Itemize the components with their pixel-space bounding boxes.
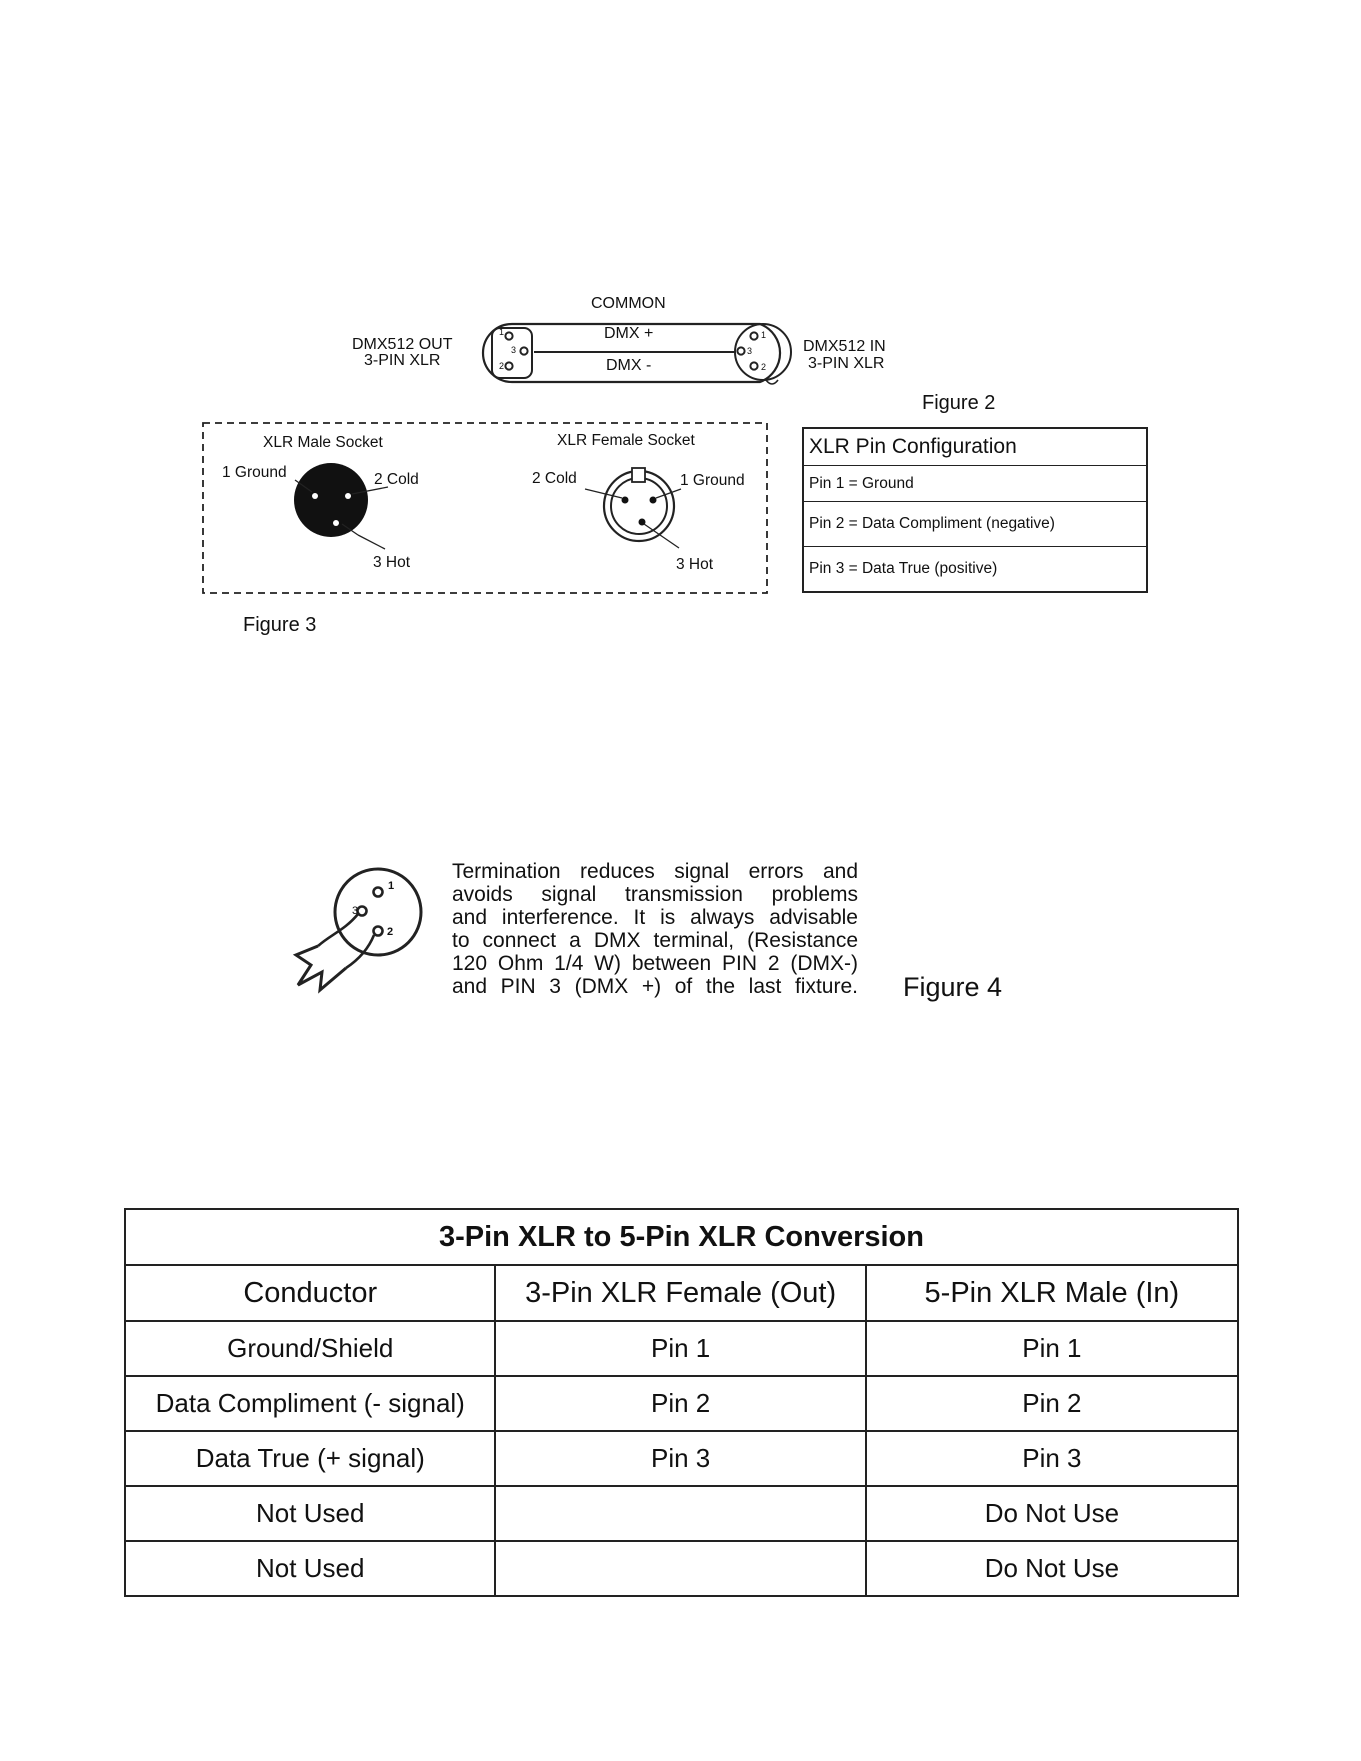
dmx-plus-label: DMX + — [604, 325, 654, 342]
conductor-cell: Ground/Shield — [125, 1321, 495, 1376]
terminator-pin-3 — [358, 907, 367, 916]
five-pin-cell: Do Not Use — [866, 1486, 1238, 1541]
in-pin-1 — [750, 332, 757, 339]
table-row — [125, 1431, 1238, 1486]
terminator-plug-icon — [335, 869, 421, 955]
five-pin-cell: Pin 3 — [866, 1431, 1238, 1486]
figure-2-caption: Figure 2 — [922, 392, 996, 414]
male-pin-3 — [333, 520, 339, 526]
out-pin-3 — [520, 347, 527, 354]
figure-4-caption: Figure 4 — [903, 972, 1003, 1002]
conductor-cell: Data Compliment (- signal) — [125, 1376, 495, 1431]
resistor-lead-1 — [318, 914, 358, 946]
in-pin-2 — [750, 362, 757, 369]
in-connector-key — [766, 380, 778, 384]
three-pin-cell — [495, 1541, 865, 1596]
table-row — [125, 1541, 1238, 1596]
pin-configuration-row: Pin 2 = Data Compliment (negative) — [804, 501, 1146, 546]
terminator-pin-3-number: 3 — [352, 905, 359, 917]
out-label-line-2: 3-PIN XLR — [364, 352, 441, 369]
column-header-5pin: 5-Pin XLR Male (In) — [866, 1265, 1238, 1321]
pin-configuration-title: XLR Pin Configuration — [809, 435, 1017, 458]
out-pin-1 — [505, 332, 512, 339]
table-row — [125, 1321, 1238, 1376]
termination-line: to connect a DMX terminal, (Resistance — [452, 929, 858, 952]
termination-line: and PIN 3 (DMX +) of the last fixture. — [452, 975, 858, 998]
terminator-pin-2 — [374, 927, 383, 936]
female-hot-pointer — [644, 524, 679, 548]
figure-3-caption: Figure 3 — [243, 614, 317, 636]
terminator-pin-1 — [374, 888, 383, 897]
three-pin-cell: Pin 3 — [495, 1431, 865, 1486]
pin-configuration-table — [802, 427, 1148, 593]
male-ground-label: 1 Ground — [222, 464, 287, 481]
male-socket-icon — [294, 463, 368, 537]
in-pin-1-number: 1 — [761, 330, 767, 340]
male-hot-pointer — [358, 535, 385, 549]
three-pin-cell: Pin 2 — [495, 1376, 865, 1431]
five-pin-cell: Pin 1 — [866, 1321, 1238, 1376]
male-pin-1 — [312, 493, 318, 499]
out-pin-1-number: 1 — [499, 327, 505, 337]
female-pin-1 — [650, 497, 657, 504]
conversion-table — [124, 1208, 1239, 1597]
in-pin-3 — [737, 347, 744, 354]
termination-line: 120 Ohm 1/4 W) between PIN 2 (DMX-) — [452, 952, 858, 975]
male-cold-label: 2 Cold — [374, 471, 419, 488]
termination-paragraph — [452, 860, 858, 998]
female-ground-label: 1 Ground — [680, 472, 745, 489]
conversion-table-title: 3-Pin XLR to 5-Pin XLR Conversion — [125, 1209, 1238, 1265]
male-hot-label: 3 Hot — [373, 554, 411, 571]
five-pin-cell: Pin 2 — [866, 1376, 1238, 1431]
ribbon-tail-icon — [296, 946, 346, 990]
out-pin-2-number: 2 — [499, 361, 505, 371]
table-row — [125, 1486, 1238, 1541]
pin-configuration-row: Pin 3 = Data True (positive) — [804, 546, 1146, 591]
female-cold-label: 2 Cold — [532, 470, 577, 487]
in-pin-2-number: 2 — [761, 362, 767, 372]
female-socket-title: XLR Female Socket — [557, 432, 695, 449]
conductor-cell: Not Used — [125, 1486, 495, 1541]
table-row — [125, 1376, 1238, 1431]
female-hot-label: 3 Hot — [676, 556, 714, 573]
male-socket-title: XLR Male Socket — [263, 434, 383, 451]
termination-line: avoids signal transmission problems — [452, 883, 858, 906]
column-header-conductor: Conductor — [125, 1265, 495, 1321]
terminator-pin-2-number: 2 — [387, 926, 394, 938]
dmx-minus-label: DMX - — [606, 357, 652, 374]
female-socket-inner — [611, 478, 667, 534]
out-pin-3-number: 3 — [511, 345, 517, 355]
in-pin-3-number: 3 — [747, 346, 753, 356]
pin-configuration-row: Pin 1 = Ground — [804, 465, 1146, 501]
three-pin-cell — [495, 1486, 865, 1541]
conductor-cell: Data True (+ signal) — [125, 1431, 495, 1486]
termination-line: Termination reduces signal errors and — [452, 860, 858, 883]
in-label-line-2: 3-PIN XLR — [808, 355, 885, 372]
five-pin-cell: Do Not Use — [866, 1541, 1238, 1596]
out-label-line-1: DMX512 OUT — [352, 336, 453, 353]
male-pin-2 — [345, 493, 351, 499]
three-pin-cell: Pin 1 — [495, 1321, 865, 1376]
column-header-3pin: 3-Pin XLR Female (Out) — [495, 1265, 865, 1321]
terminator-pin-1-number: 1 — [388, 880, 395, 892]
out-pin-2 — [505, 362, 512, 369]
common-label: COMMON — [591, 295, 666, 312]
termination-line: and interference. It is always advisable — [452, 906, 858, 929]
female-pin-2 — [622, 497, 629, 504]
female-ground-pointer — [656, 489, 681, 498]
in-label-line-1: DMX512 IN — [803, 338, 886, 355]
female-socket-key — [632, 468, 645, 482]
conductor-cell: Not Used — [125, 1541, 495, 1596]
